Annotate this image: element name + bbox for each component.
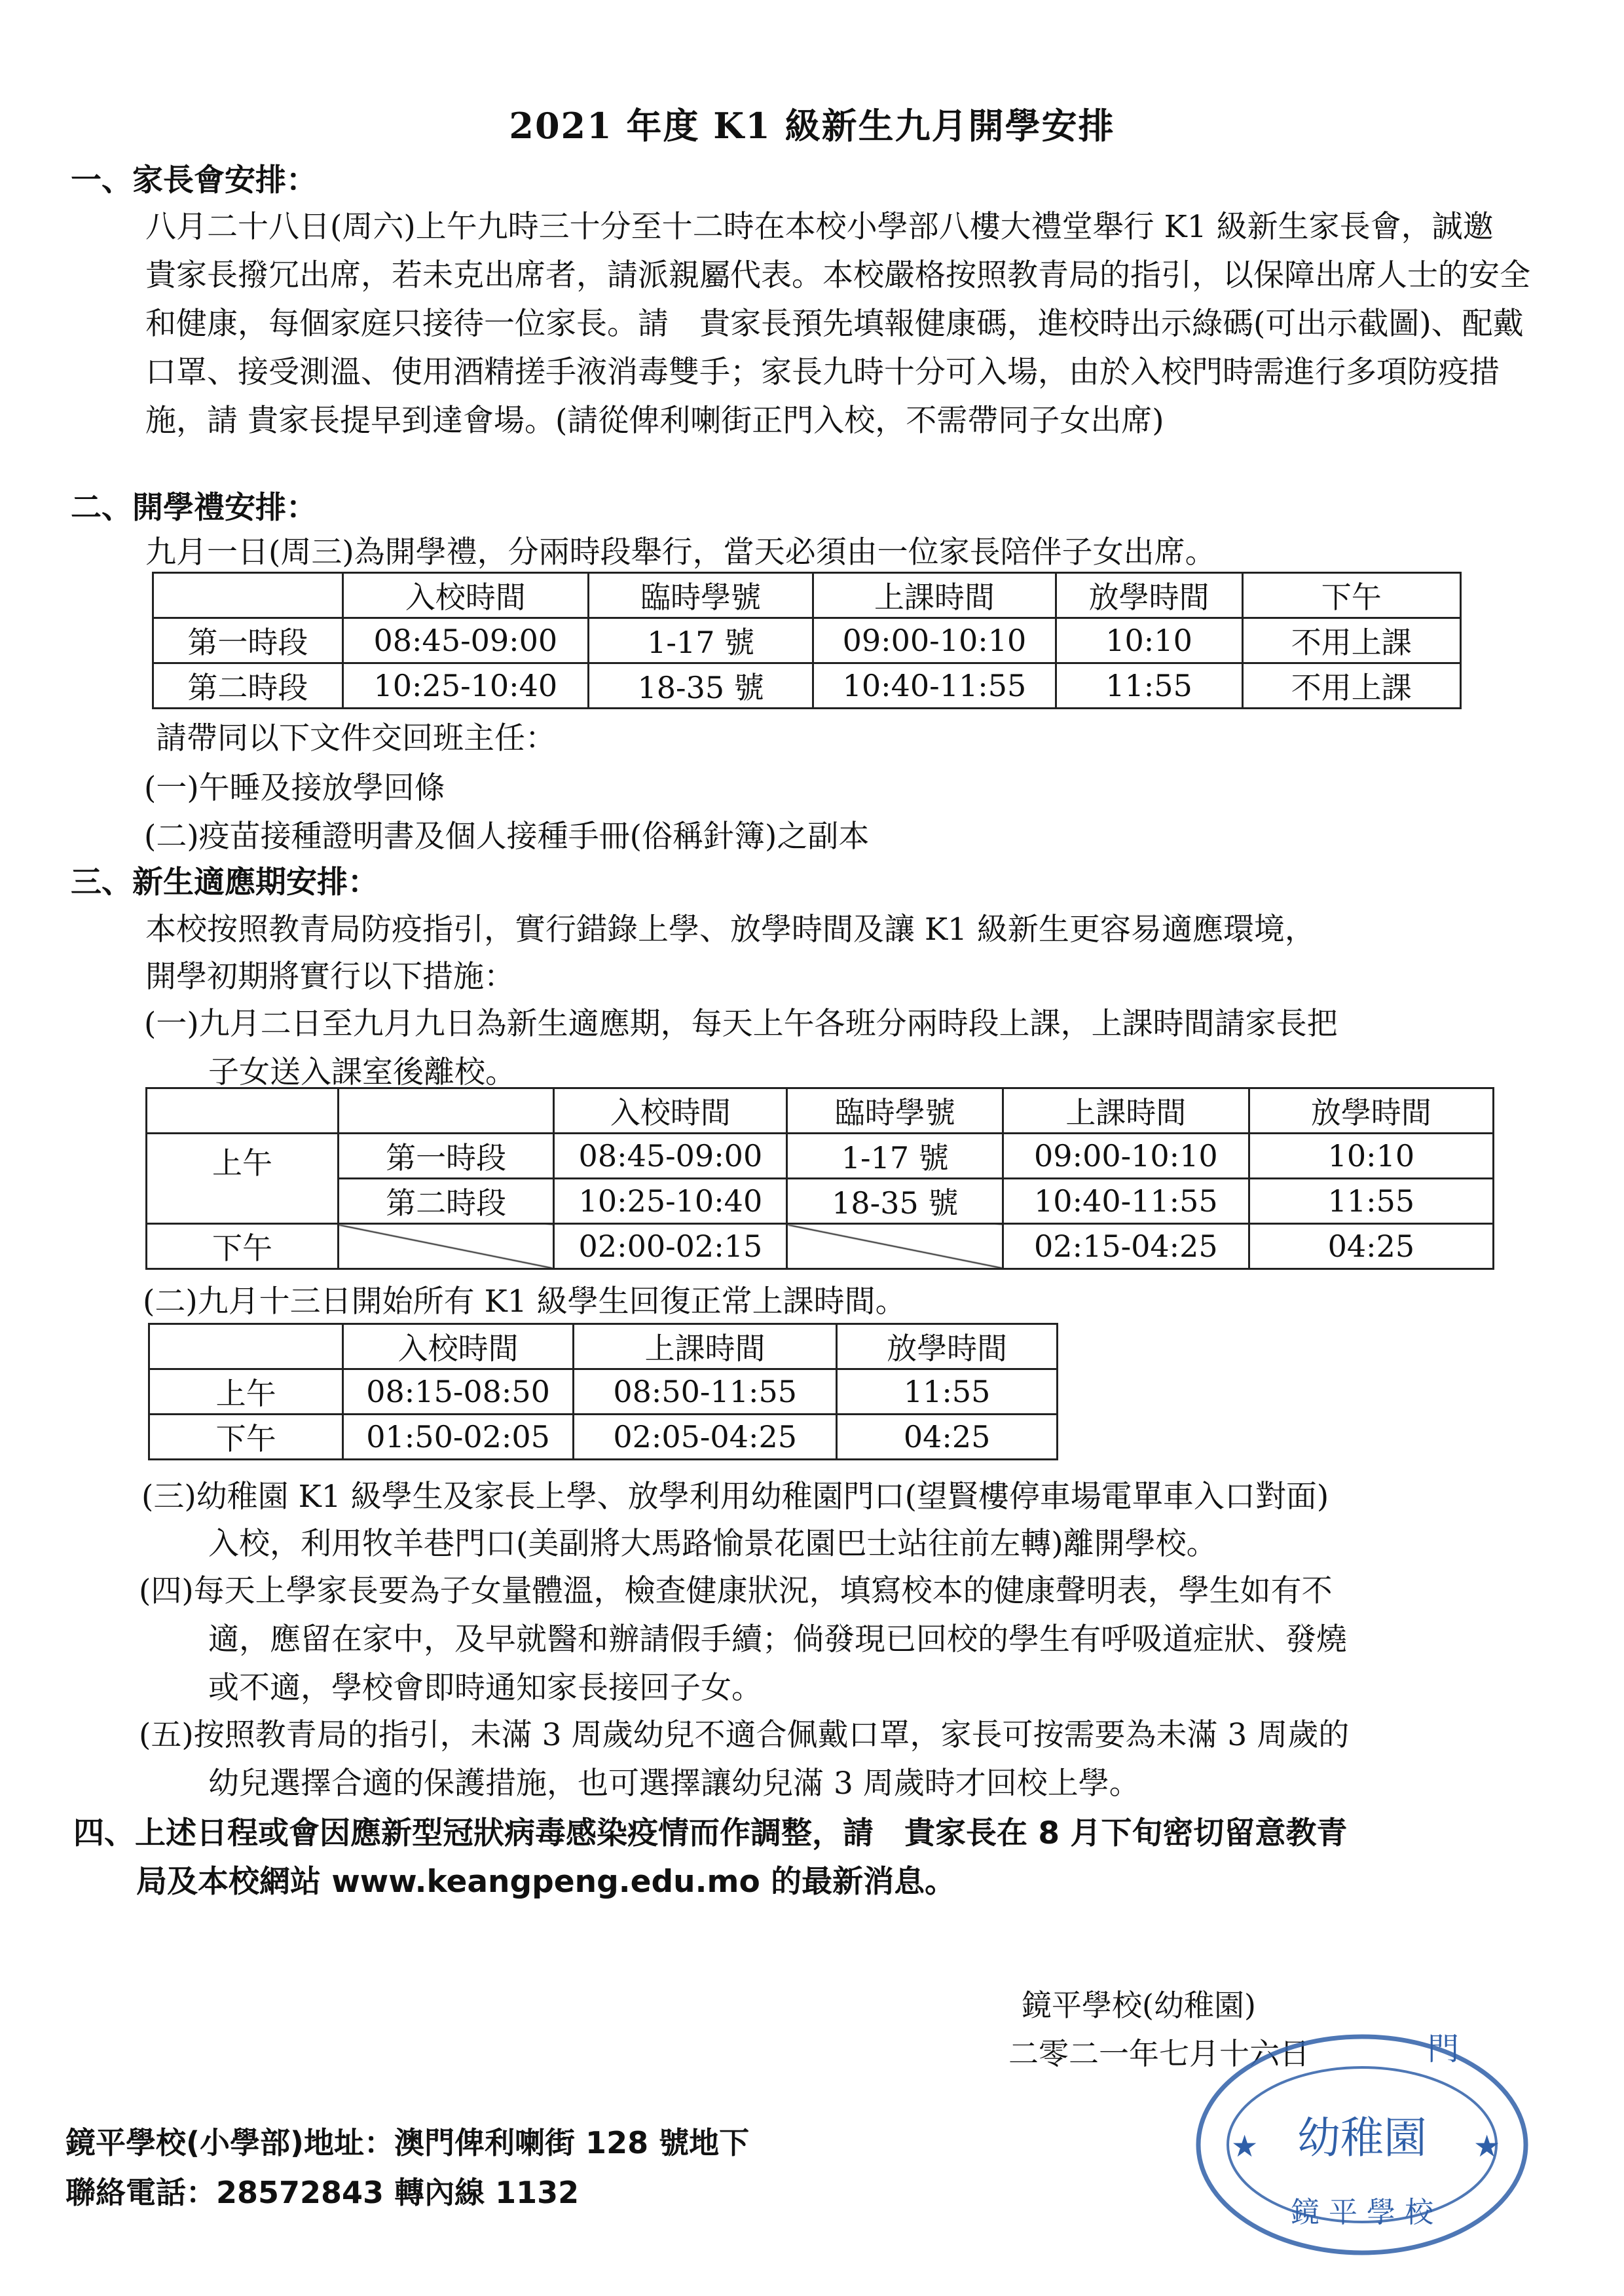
table-cell: 02:00-02:15: [554, 1224, 787, 1269]
table-header: 上課時間: [813, 573, 1056, 618]
table-cell: [149, 1324, 343, 1369]
table-cell: 09:00-10:10: [1003, 1134, 1249, 1179]
table-cell: 11:55: [1249, 1179, 1493, 1224]
measure-item-4: 或不適，學校會即時通知家長接回子女。: [208, 1670, 762, 1706]
section-3-intro: 開學初期將實行以下措施：: [145, 959, 515, 995]
table-header: 上課時間: [1003, 1088, 1249, 1134]
table-cell: 04:25: [837, 1415, 1058, 1460]
footer-address: 鏡平學校(小學部)地址：澳門俾利喇街 128 號地下: [65, 2125, 750, 2160]
table-cell: [147, 1088, 339, 1134]
document-item: (二)疫苗接種證明書及個人接種手冊(俗稱針簿)之副本: [144, 819, 870, 855]
measure-item-4: 適，應留在家中，及早就醫和辦請假手續；倘發現已回校的學生有呼吸道症狀、發燒: [208, 1621, 1347, 1657]
measure-item-5: 幼兒選擇合適的保護措施，也可選擇讓幼兒滿 3 周歲時才回校上學。: [208, 1766, 1140, 1802]
normal-schedule-table: [148, 1323, 1058, 1460]
table-header: 入校時間: [342, 573, 588, 618]
measure-item-3: (三)幼稚園 K1 級學生及家長上學、放學利用幼稚園門口(望賢樓停車場電單車入口對面): [141, 1479, 1329, 1515]
section-4-note: 四、上述日程或會因應新型冠狀病毒感染疫情而作調整，請 貴家長在 8 月下旬密切留意教青: [73, 1815, 1348, 1851]
measure-item-1: 子女送入課室後離校。: [208, 1054, 516, 1090]
page-title: 2021 年度 K1 級新生九月開學安排: [509, 105, 1115, 147]
table-cell: [153, 573, 343, 618]
table-cell: 第一時段: [338, 1134, 553, 1179]
section-1-body: 八月二十八日(周六)上午九時三十分至十二時在本校小學部八樓大禮堂舉行 K1 級新生家長會，誠邀 貴家長撥冗出席，若未克出席者，請派親屬代表。本校嚴格按照教青局的指引，以保障出席人士的安全和健康，每個家庭只接待一位家長。請 貴家長預先填報健康碼，進校時出示綠碼(可出示截圖)、配戴口罩、接受測溫、使用酒精搓手液消毒雙手；家長九時十分可入場，由於入校門時需進行多項防疫措施，請 貴家長提早到達會場。(請從俾利喇街正門入校，不需帶同子女出席): [145, 209, 1530, 439]
table-cell: 10:25-10:40: [342, 663, 588, 709]
section-3-heading: 三、新生適應期安排：: [71, 864, 378, 900]
table-header: 放學時間: [1056, 573, 1242, 618]
footer-phone: 聯絡電話：28572843 轉內線 1132: [65, 2175, 580, 2210]
table-cell: 18-35 號: [588, 663, 813, 709]
table-header: 下午: [1242, 573, 1460, 618]
section-2-heading: 二、開學禮安排：: [71, 490, 317, 526]
table-row: [149, 1415, 1058, 1460]
empty-diagonal-cell: [787, 1224, 1003, 1269]
empty-diagonal-cell: [338, 1224, 553, 1269]
measure-item-1: (一)九月二日至九月九日為新生適應期，每天上午各班分兩時段上課，上課時間請家長把: [144, 1006, 1338, 1042]
section-4-note: 局及本校網站 www.keangpeng.edu.mo 的最新消息。: [136, 1864, 956, 1900]
signature-school: 鏡平學校(幼稚園): [1022, 1988, 1256, 2023]
table-header: 入校時間: [554, 1088, 787, 1134]
table-cell: 第二時段: [338, 1179, 553, 1224]
table-cell: 02:05-04:25: [574, 1415, 837, 1460]
table-header: 放學時間: [837, 1324, 1058, 1369]
star-icon: ★: [1473, 2128, 1501, 2164]
signature-date: 二零二一年七月十六日: [1008, 2036, 1310, 2071]
table-cell: 上午: [149, 1369, 343, 1415]
table-cell: 10:40-11:55: [1003, 1179, 1249, 1224]
table-cell: 11:55: [837, 1369, 1058, 1415]
pm-label-cell: 下午: [147, 1224, 339, 1269]
star-icon: ★: [1231, 2128, 1259, 2164]
table-cell: 1-17 號: [588, 618, 813, 663]
table-header: 入校時間: [343, 1324, 574, 1369]
table-cell: 08:45-09:00: [342, 618, 588, 663]
table-row: [147, 1179, 1494, 1224]
stamp-center-text: 幼稚園: [1297, 2113, 1427, 2163]
table-cell: 不用上課: [1242, 663, 1460, 709]
table-cell: 08:15-08:50: [343, 1369, 574, 1415]
measure-item-4: (四)每天上學家長要為子女量體溫，檢查健康狀況，填寫校本的健康聲明表，學生如有不: [139, 1573, 1333, 1609]
table-cell: 第二時段: [153, 663, 343, 709]
stamp-bottom-text: 鏡 平 學 校: [1291, 2196, 1433, 2229]
table-cell: 02:15-04:25: [1003, 1224, 1249, 1269]
document-item: (一)午睡及接放學回條: [144, 770, 445, 806]
table-cell: 08:50-11:55: [574, 1369, 837, 1415]
table-cell: 04:25: [1249, 1224, 1493, 1269]
table-cell: 不用上課: [1242, 618, 1460, 663]
measure-item-2: (二)九月十三日開始所有 K1 級學生回復正常上課時間。: [143, 1284, 906, 1320]
section-2-intro: 九月一日(周三)為開學禮，分兩時段舉行，當天必須由一位家長陪伴子女出席。: [145, 534, 1216, 570]
table-row: [147, 1134, 1494, 1179]
table-cell: [338, 1088, 553, 1134]
table-cell: 10:10: [1056, 618, 1242, 663]
table-header-row: [149, 1324, 1058, 1369]
stamp-top-text: 門: [1428, 2031, 1460, 2067]
table-row: [147, 1224, 1494, 1269]
table-row: [153, 618, 1461, 663]
am-label-cell: 上午: [147, 1134, 339, 1224]
measure-item-5: (五)按照教青局的指引，未滿 3 周歲幼兒不適合佩戴口罩，家長可按需要為未滿 3 周歲的: [139, 1717, 1350, 1753]
table-header: 臨時學號: [588, 573, 813, 618]
measure-item-3: 入校，利用牧羊巷門口(美副將大馬路愉景花園巴士站往前左轉)離開學校。: [208, 1526, 1217, 1562]
table-cell: 09:00-10:10: [813, 618, 1056, 663]
table-cell: 18-35 號: [787, 1179, 1003, 1224]
table-header-row: [153, 573, 1461, 618]
table-cell: 10:25-10:40: [554, 1179, 787, 1224]
school-seal-stamp: [1185, 1988, 1539, 2263]
table-row: [153, 663, 1461, 709]
table-header-row: [147, 1088, 1494, 1134]
table-cell: 08:45-09:00: [554, 1134, 787, 1179]
table-header: 臨時學號: [787, 1088, 1003, 1134]
section-3-intro: 本校按照教青局防疫指引，實行錯錄上學、放學時間及讓 K1 級新生更容易適應環境，: [145, 912, 1316, 948]
table-cell: 01:50-02:05: [343, 1415, 574, 1460]
table-cell: 10:10: [1249, 1134, 1493, 1179]
opening-ceremony-table: [152, 572, 1462, 709]
adaptation-period-table: [145, 1087, 1494, 1270]
table-header: 放學時間: [1249, 1088, 1493, 1134]
table-cell: 1-17 號: [787, 1134, 1003, 1179]
documents-intro: 請帶同以下文件交回班主任：: [156, 720, 556, 756]
table-cell: 第一時段: [153, 618, 343, 663]
table-cell: 下午: [149, 1415, 343, 1460]
table-cell: 11:55: [1056, 663, 1242, 709]
table-header: 上課時間: [574, 1324, 837, 1369]
table-cell: 10:40-11:55: [813, 663, 1056, 709]
section-1-heading: 一、家長會安排：: [71, 162, 317, 198]
table-row: [149, 1369, 1058, 1415]
